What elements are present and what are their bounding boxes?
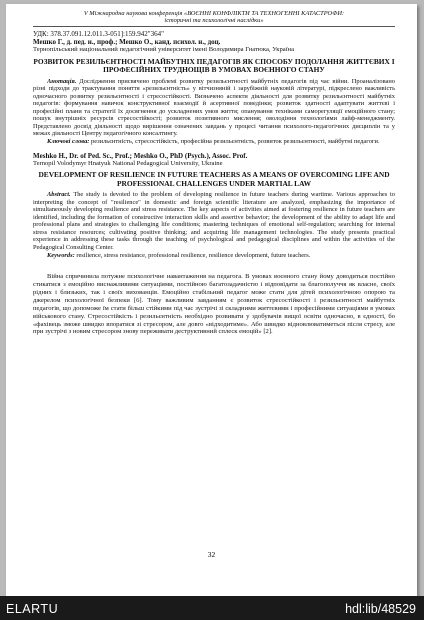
abstract-english — [33, 191, 395, 251]
annotation-text: Дослідження присвячено проблемі розвитку резильєнтності майбутніх педагогів під час війни. Проаналізовано різні підходи до трактування поняття «резильєнтність» у вітчизняній і зарубіжній науковій літературі, підкреслено важливість одночасного розвитку резильєнтності і стресостійкості. Визначено аспекти діяльності для розвитку резильєнтності майбутніх педагогів: формування навичок конструктивної взаємодії й асертивної поведінки; розвиток здатності адаптувати життєві і професійні плани та стратегії їх досягнення до ускладнених умов життя; опанування техніками саморегуляції емоційного стану; пошук внутрішніх ресурсів стресостійкості; розвиток позитивного мислення; оволодіння технологіями лайф-менеджменту. Представлено досвід діяльності щодо вирішення означених завдань у процесі читання психолого-педагогічних дисциплін та у межах діяльності Центру педагогічного консалтингу. — [33, 77, 395, 138]
keywords-text-english: resilience, stress resistance, professional resilience, resilience development, future teachers. — [76, 251, 311, 259]
keywords-text-ukrainian: резильєнтність, стресостійкість, професійна резильєнтність, розвиток резильєнтності, майбутні педагоги. — [91, 137, 380, 145]
running-header — [33, 10, 395, 27]
udk-code: УДК: 378.37.091.12.011.3-051]:159.942"364" — [33, 30, 164, 38]
page-content — [33, 10, 395, 336]
handle-link[interactable]: hdl:lib/48529 — [345, 602, 416, 616]
running-header-line-2: історичні та психологічні наслідки» — [164, 17, 264, 24]
abstract-label: Abstract. — [47, 191, 71, 199]
document-page — [6, 4, 417, 596]
authors-english: Meshko H., Dr. of Ped. Sc., Prof.; Meshko O., PhD (Psych.), Assoc. Prof. — [33, 151, 248, 160]
keywords-ukrainian — [33, 138, 395, 146]
running-header-line-1: V Міжнародна наукова конференція «ВОЄННІ КОНФЛІКТИ ТА ТЕХНОГЕННІ КАТАСТРОФИ: — [83, 10, 345, 17]
title-english: DEVELOPMENT OF RESILIENCE IN FUTURE TEACHERS AS A MEANS OF OVERCOMING LIFE AND PROFESSIONAL CHALLENGES UNDER MARTIAL LAW — [38, 170, 390, 188]
page-number: 32 — [207, 550, 216, 559]
title-ukrainian: РОЗВИТОК РЕЗИЛЬЄНТНОСТІ МАЙБУТНІХ ПЕДАГОГІВ ЯК СПОСОБУ ПОДОЛАННЯ ЖИТТЄВИХ І ПРОФЕСІЙНИХ ТРУДНОЩІВ В УМОВАХ ВОЄННОГО СТАНУ — [33, 56, 395, 75]
repository-footer-bar — [0, 596, 424, 620]
repository-name: ELARTU — [6, 602, 59, 616]
keywords-english — [33, 252, 395, 260]
affiliation-ukrainian: Тернопільський національний педагогічний університет імені Володимира Гнатюка, Україна — [33, 46, 294, 53]
abstract-text: The study is devoted to the problem of developing resilience in future teachers during wartime. Various approaches to interpreting the concept of "resilience" in domestic and foreign scientific literature are analyzed, emphasizing the importance of simultaneously developing resilience and stress resistance. The key aspects of activities aimed at fostering resilience in future teachers are identified, including the formation of constructive interaction skills and assertive behavior; the development of the ability to adapt life and professional plans and strategies to challenging life conditions; mastering techniques of emotional self-regulation; searching for internal stress resistance resources; cultivating positive thinking; and acquiring life management technologies. The study presents practical experience in addressing these tasks through the teaching of psychological and pedagogical disciplines and within the activities of the Pedagogical Consulting Center. — [33, 191, 395, 251]
annotation-label: Анотація. — [47, 77, 77, 85]
annotation-ukrainian — [33, 78, 395, 138]
affiliation-english: Ternopil Volodymyr Hnatyuk National Pedagogical University, Ukraine — [33, 159, 223, 167]
keywords-label-ukrainian: Ключові слова: — [47, 137, 90, 145]
main-text-paragraph: Війна спричинила потужне психологічне навантаження на педагога. В умовах воєнного стану йому доводиться постійно стикатися з емоційно виснажливими ситуаціями, постійною багатозадачністю і відповідати за благополуччя як власне, своїх рідних і близьких, так і своїх вихованців. Емоційно стабільний педагог може стати для дітей психологічною опорою та джерелом психологічної безпеки [6]. Тому важливим завданням є розвиток стресостійкості і резильєнтності майбутніх педагогів, що допоможе їм стати більш стійкими під час зустрічі зі складними життєвими і професійними ситуаціями в умовах військового стану. Стресостійкість і резильєнтність необхідно розвивати у здобувачів вищої освіти одночасно, в єдності, бо «фахівець зможе швидко впоратися зі стресором, але довго «відходитиме». Або швидко відновлюватиметься після стресу, але при зустрічі з новим стресором знову переживати деструктивний сплеск емоцій» [2]. — [33, 273, 395, 336]
authors-ukrainian: Мешко Г., д. пед. н., проф.; Мешко О., канд. психол. н., доц. — [33, 38, 221, 46]
keywords-label-english: Keywords: — [47, 251, 75, 259]
